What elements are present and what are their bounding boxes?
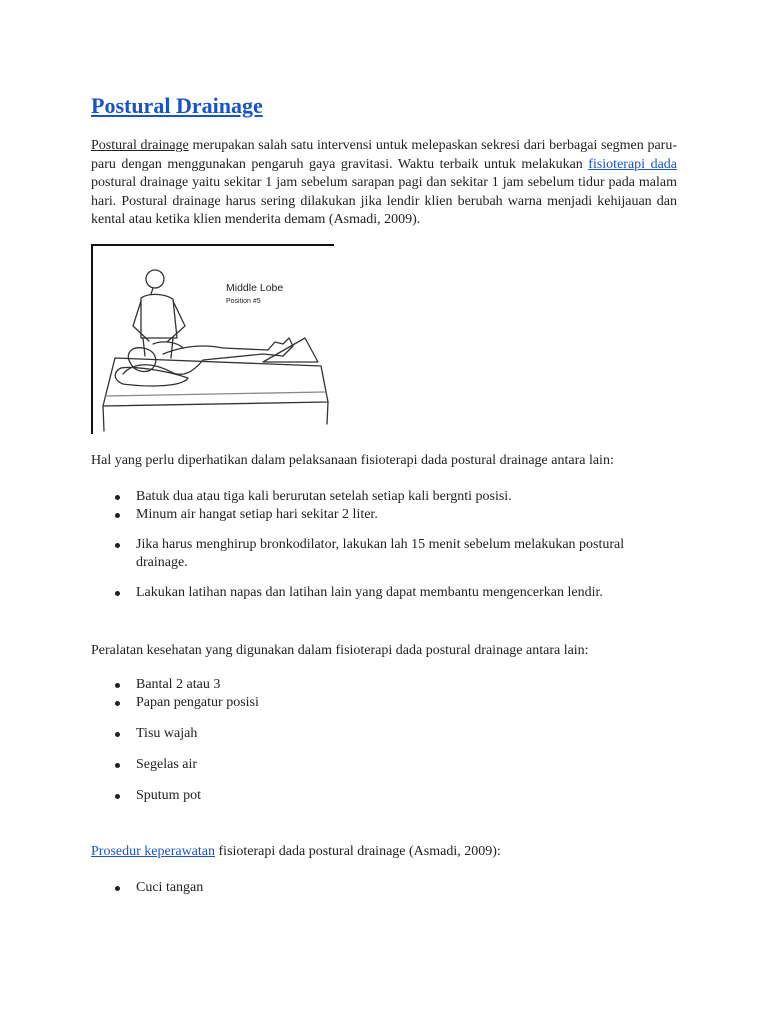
list-item: Lakukan latihan napas dan latihan lain yang dapat membantu mengencerkan lendir. [91, 584, 677, 602]
list-item: Cuci tangan [91, 879, 203, 897]
prosedur-keperawatan-link[interactable]: Prosedur keperawatan [91, 844, 216, 859]
list-item: Bantal 2 atau 3 [91, 676, 259, 694]
section-3-heading [91, 843, 501, 861]
section-3-text: fisioterapi dada postural drainage (Asmadi, 2009): [215, 844, 501, 859]
intro-text-1: merupakan salah satu intervensi untuk melepaskan sekresi dari berbagai segmen paru-paru dengan menggunakan pengaruh gaya gravitasi. Waktu terbaik untuk melakukan [91, 138, 677, 172]
section-2-list [91, 676, 259, 805]
list-item: Tisu wajah [91, 725, 259, 743]
postural-drainage-illustration [91, 244, 334, 434]
fisioterapi-dada-link[interactable]: fisioterapi dada [588, 156, 677, 172]
page-title[interactable]: Postural Drainage [91, 93, 263, 118]
list-item: Batuk dua atau tiga kali berurutan setelah setiap kali bergnti posisi. [91, 488, 677, 506]
postural-drainage-link[interactable]: Postural drainage [91, 138, 189, 153]
section-3-list [91, 879, 203, 897]
section-1-heading: Hal yang perlu diperhatikan dalam pelaksanaan fisioterapi dada postural drainage antara lain: [91, 453, 614, 468]
section-2-heading: Peralatan kesehatan yang digunakan dalam fisioterapi dada postural drainage antara lain: [91, 643, 589, 658]
intro-paragraph [91, 137, 677, 230]
list-item: Jika harus menghirup bronkodilator, lakukan lah 15 menit sebelum melakukan postural drainage. [91, 536, 677, 572]
list-item: Segelas air [91, 756, 259, 774]
intro-text-2: postural drainage yaitu sekitar 1 jam sebelum sarapan pagi dan sekitar 1 jam sebelum tidur pada malam hari. Postural drainage harus sering dilakukan jika lendir klien berubah warna menjadi kehijauan dan kental atau ketika klien menderita demam (Asmadi, 2009). [91, 175, 677, 227]
list-item: Papan pengatur posisi [91, 694, 259, 712]
figure-title: Middle Lobe [226, 282, 284, 294]
list-item: Minum air hangat setiap hari sekitar 2 liter. [91, 506, 677, 524]
figure-subtitle: Position #5 [226, 298, 261, 305]
list-item: Sputum pot [91, 787, 259, 805]
section-1-list [91, 488, 677, 602]
